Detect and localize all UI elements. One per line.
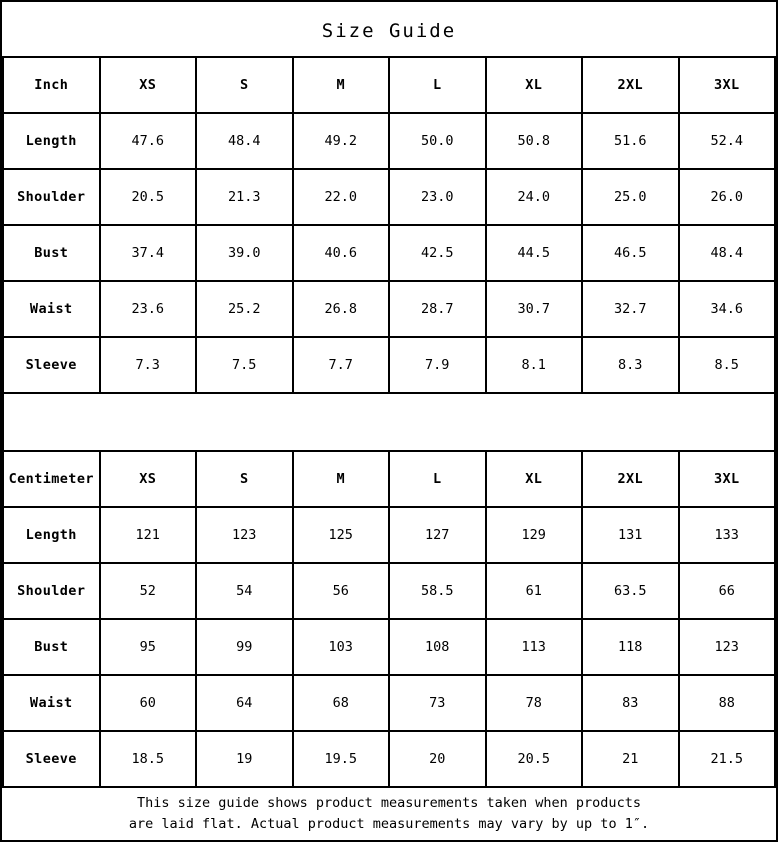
cell-sleeve-xl: 8.1 (486, 337, 583, 393)
cell-bust-3xl: 48.4 (679, 225, 776, 281)
cell-shoulder-xs: 52 (100, 563, 197, 619)
column-header-xl: XL (486, 451, 583, 507)
table-row (3, 675, 775, 731)
footer-line-1: This size guide shows product measurements taken when products (137, 795, 641, 812)
cell-bust-xs: 37.4 (100, 225, 197, 281)
cell-waist-3xl: 34.6 (679, 281, 776, 337)
cell-bust-m: 40.6 (293, 225, 390, 281)
cell-length-s: 123 (196, 507, 293, 563)
cell-sleeve-xs: 18.5 (100, 731, 197, 787)
table-row (3, 337, 775, 393)
table-row (3, 731, 775, 787)
cell-waist-m: 68 (293, 675, 390, 731)
cell-length-2xl: 51.6 (582, 113, 679, 169)
column-header-m: M (293, 57, 390, 113)
row-label-sleeve: Sleeve (3, 731, 100, 787)
cell-length-m: 125 (293, 507, 390, 563)
cell-sleeve-m: 7.7 (293, 337, 390, 393)
cell-length-l: 127 (389, 507, 486, 563)
cell-bust-s: 99 (196, 619, 293, 675)
footer-note (2, 788, 776, 840)
column-header-2xl: 2XL (582, 451, 679, 507)
cell-sleeve-s: 7.5 (196, 337, 293, 393)
table-header-row (3, 57, 775, 113)
unit-label-inch: Inch (3, 57, 100, 113)
column-header-xs: XS (100, 451, 197, 507)
cell-length-xs: 47.6 (100, 113, 197, 169)
cell-bust-2xl: 118 (582, 619, 679, 675)
cell-waist-xs: 23.6 (100, 281, 197, 337)
cell-shoulder-m: 22.0 (293, 169, 390, 225)
row-label-shoulder: Shoulder (3, 169, 100, 225)
centimeter-size-table (2, 450, 776, 788)
unit-label-centimeter: Centimeter (3, 451, 100, 507)
cell-length-s: 48.4 (196, 113, 293, 169)
cell-length-3xl: 133 (679, 507, 776, 563)
column-header-2xl: 2XL (582, 57, 679, 113)
row-label-length: Length (3, 113, 100, 169)
cell-shoulder-3xl: 26.0 (679, 169, 776, 225)
cell-bust-s: 39.0 (196, 225, 293, 281)
cell-shoulder-l: 58.5 (389, 563, 486, 619)
table-spacer (2, 394, 776, 450)
table-row (3, 113, 775, 169)
cell-shoulder-3xl: 66 (679, 563, 776, 619)
cell-bust-l: 42.5 (389, 225, 486, 281)
row-label-bust: Bust (3, 619, 100, 675)
cell-shoulder-l: 23.0 (389, 169, 486, 225)
cell-sleeve-xl: 20.5 (486, 731, 583, 787)
cell-waist-xs: 60 (100, 675, 197, 731)
cell-shoulder-2xl: 63.5 (582, 563, 679, 619)
cell-sleeve-xs: 7.3 (100, 337, 197, 393)
inch-table-wrapper (0, 56, 778, 394)
cell-waist-s: 64 (196, 675, 293, 731)
centimeter-table-wrapper (0, 450, 778, 788)
cell-sleeve-s: 19 (196, 731, 293, 787)
cell-bust-3xl: 123 (679, 619, 776, 675)
row-label-waist: Waist (3, 675, 100, 731)
row-label-shoulder: Shoulder (3, 563, 100, 619)
table-row (3, 563, 775, 619)
table-row (3, 281, 775, 337)
cell-shoulder-m: 56 (293, 563, 390, 619)
cell-sleeve-l: 7.9 (389, 337, 486, 393)
column-header-l: L (389, 57, 486, 113)
row-label-sleeve: Sleeve (3, 337, 100, 393)
cell-length-2xl: 131 (582, 507, 679, 563)
cell-sleeve-3xl: 21.5 (679, 731, 776, 787)
cell-length-l: 50.0 (389, 113, 486, 169)
column-header-m: M (293, 451, 390, 507)
page-title: Size Guide (321, 20, 457, 42)
cell-waist-l: 73 (389, 675, 486, 731)
cell-bust-l: 108 (389, 619, 486, 675)
table-row (3, 225, 775, 281)
cell-waist-m: 26.8 (293, 281, 390, 337)
cell-waist-3xl: 88 (679, 675, 776, 731)
cell-bust-xl: 44.5 (486, 225, 583, 281)
cell-length-m: 49.2 (293, 113, 390, 169)
cell-waist-s: 25.2 (196, 281, 293, 337)
column-header-s: S (196, 451, 293, 507)
cell-bust-xs: 95 (100, 619, 197, 675)
table-header-row (3, 451, 775, 507)
column-header-l: L (389, 451, 486, 507)
cell-length-xs: 121 (100, 507, 197, 563)
cell-sleeve-3xl: 8.5 (679, 337, 776, 393)
cell-sleeve-2xl: 21 (582, 731, 679, 787)
cell-length-xl: 129 (486, 507, 583, 563)
cell-waist-xl: 30.7 (486, 281, 583, 337)
row-label-bust: Bust (3, 225, 100, 281)
cell-shoulder-xs: 20.5 (100, 169, 197, 225)
cell-waist-l: 28.7 (389, 281, 486, 337)
cell-shoulder-s: 21.3 (196, 169, 293, 225)
inch-size-table (2, 56, 776, 394)
cell-length-xl: 50.8 (486, 113, 583, 169)
cell-sleeve-l: 20 (389, 731, 486, 787)
table-row (3, 619, 775, 675)
cell-waist-2xl: 83 (582, 675, 679, 731)
cell-shoulder-xl: 61 (486, 563, 583, 619)
cell-waist-xl: 78 (486, 675, 583, 731)
column-header-3xl: 3XL (679, 57, 776, 113)
table-row (3, 169, 775, 225)
cell-shoulder-xl: 24.0 (486, 169, 583, 225)
column-header-xs: XS (100, 57, 197, 113)
row-label-waist: Waist (3, 281, 100, 337)
cell-bust-2xl: 46.5 (582, 225, 679, 281)
footer-line-2: are laid flat. Actual product measurements may vary by up to 1″. (128, 816, 650, 832)
cell-bust-m: 103 (293, 619, 390, 675)
cell-sleeve-2xl: 8.3 (582, 337, 679, 393)
column-header-s: S (196, 57, 293, 113)
row-label-length: Length (3, 507, 100, 563)
cell-waist-2xl: 32.7 (582, 281, 679, 337)
cell-bust-xl: 113 (486, 619, 583, 675)
table-row (3, 507, 775, 563)
cell-shoulder-2xl: 25.0 (582, 169, 679, 225)
cell-length-3xl: 52.4 (679, 113, 776, 169)
column-header-xl: XL (486, 57, 583, 113)
cell-shoulder-s: 54 (196, 563, 293, 619)
cell-sleeve-m: 19.5 (293, 731, 390, 787)
column-header-3xl: 3XL (679, 451, 776, 507)
